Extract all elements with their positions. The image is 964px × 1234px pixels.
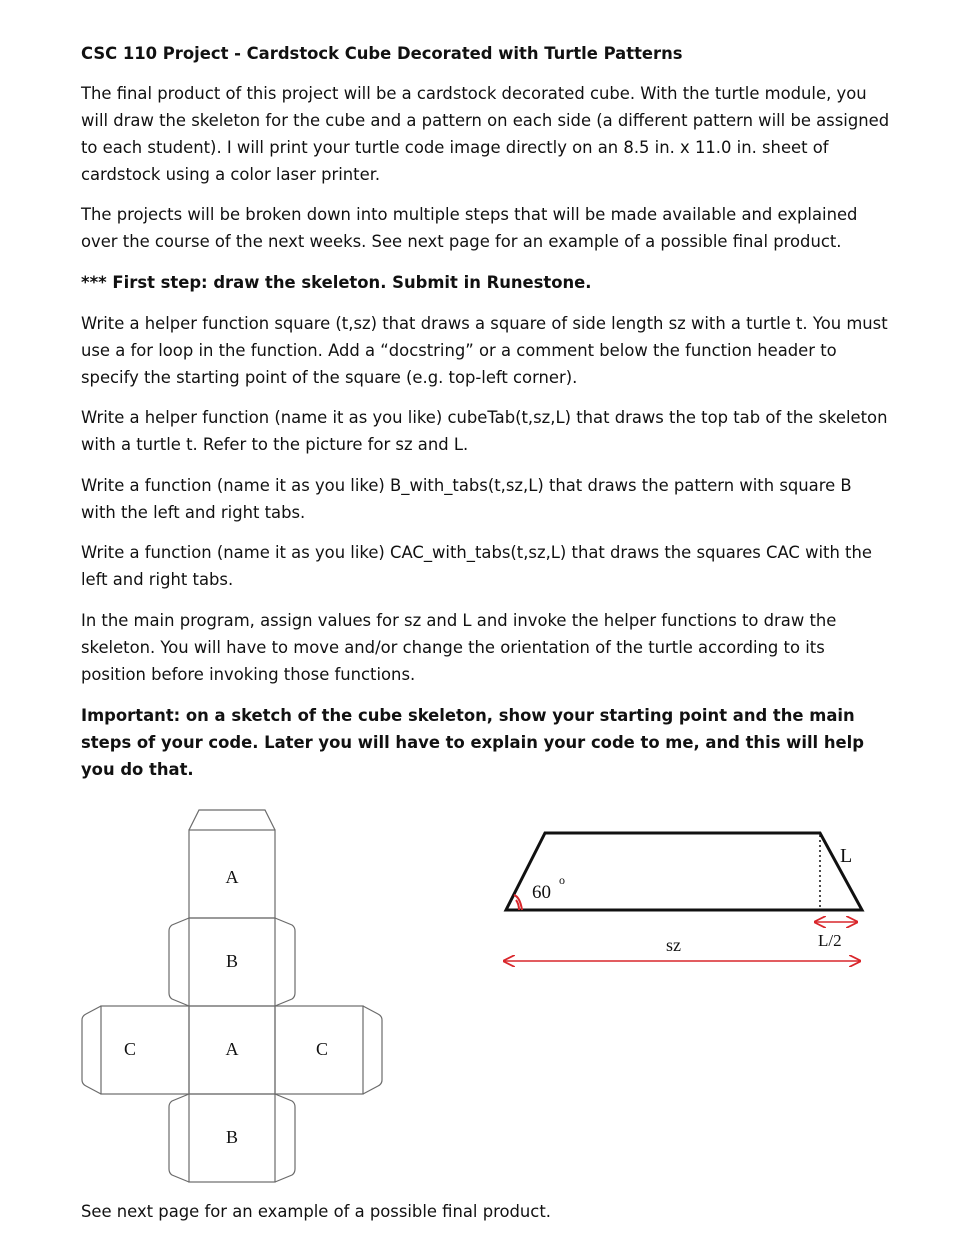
first-step-heading: *** First step: draw the skeleton. Submit in Runestone. xyxy=(81,273,592,292)
intro-paragraph: The final product of this project will be a cardstock decorated cube. With the turtle module, you will draw the skeleton for the cube and a pattern on each side (a different pattern will be assigned to each student). I will print your turtle code image directly on an 8.5 in. x 11.0 in. sheet of cardstock using a color laser printer. xyxy=(81,84,890,184)
document-title: CSC 110 Project - Cardstock Cube Decorated with Turtle Patterns xyxy=(81,44,683,63)
face-label-bottom: B xyxy=(225,1127,239,1147)
cac-with-tabs-paragraph: Write a function (name it as you like) CAC_with_tabs(t,sz,L) that draws the squares CAC with the left and right tabs. xyxy=(81,543,872,589)
degree-symbol: o xyxy=(559,873,565,887)
tab-diagram xyxy=(504,833,862,961)
sz-label: sz xyxy=(666,935,681,955)
face-label-left: C xyxy=(123,1039,137,1059)
tab-trapezoid xyxy=(506,833,862,910)
face-label-center: A xyxy=(225,1039,239,1059)
half-l-label: L/2 xyxy=(818,931,842,950)
square-function-paragraph: Write a helper function square (t,sz) that draws a square of side length sz with a turtle t. You must use a for loop in the function. Add a “docstring” or a comment below the function header to specify the starting point of the square (e.g. top-left corner). xyxy=(81,314,888,387)
l-label: L xyxy=(840,845,853,867)
b-with-tabs-paragraph: Write a function (name it as you like) B_with_tabs(t,sz,L) that draws the pattern with square B with the left and right tabs. xyxy=(81,476,852,522)
face-label-upper-middle: B xyxy=(225,951,239,971)
important-paragraph: Important: on a sketch of the cube skeleton, show your starting point and the main steps of your code. Later you will have to explain your code to me, and this will help you do that. xyxy=(81,706,865,779)
angle-label: 60 xyxy=(532,882,551,903)
steps-note-paragraph: The projects will be broken down into multiple steps that will be made available and explained over the course of the next weeks. See next page for an example of a possible final product. xyxy=(81,205,858,251)
face-label-right: C xyxy=(315,1039,329,1059)
footer-note: See next page for an example of a possible final product. xyxy=(81,1202,551,1221)
face-label-top: A xyxy=(225,867,239,887)
main-program-paragraph: In the main program, assign values for sz and L and invoke the helper functions to draw the skeleton. You will have to move and/or change the orientation of the turtle according to its position before invoking those functions. xyxy=(81,611,837,684)
cubetab-function-paragraph: Write a helper function (name it as you like) cubeTab(t,sz,L) that draws the top tab of the skeleton with a turtle t. Refer to the picture for sz and L. xyxy=(81,408,888,454)
